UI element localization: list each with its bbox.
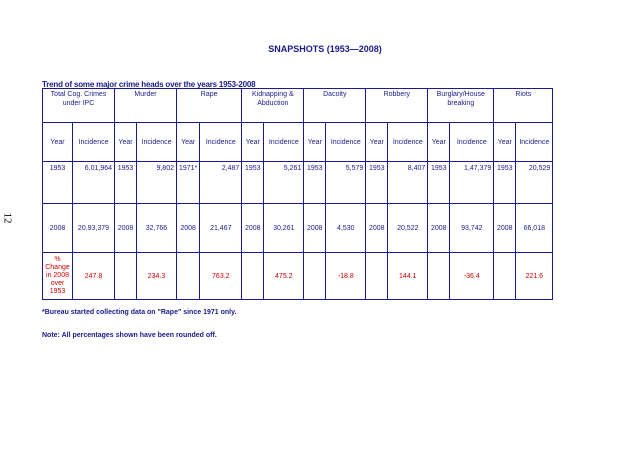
footnote: *Bureau started collecting data on "Rape" since 1971 only. [42, 309, 237, 316]
year-cell: 1953 [115, 162, 137, 204]
change-cell: 144.1 [388, 253, 428, 300]
year-header: Year [43, 123, 73, 162]
incidence-cell: 1,47,379 [450, 162, 494, 204]
year-cell: 2008 [428, 204, 450, 253]
change-cell: 234.3 [137, 253, 177, 300]
table-row-2008 [43, 204, 553, 253]
incidence-cell: 8,407 [388, 162, 428, 204]
page-number: 12 [1, 212, 14, 224]
rounding-note: Note: All percentages shown have been rounded off. [42, 332, 217, 339]
incidence-cell: 20,93,379 [73, 204, 115, 253]
category-header: Dacoity [304, 89, 366, 123]
change-cell: -18.8 [326, 253, 366, 300]
change-cell: 763.2 [200, 253, 242, 300]
change-cell: 475.2 [264, 253, 304, 300]
incidence-cell: 21,467 [200, 204, 242, 253]
year-header: Year [494, 123, 516, 162]
year-header: Year [177, 123, 200, 162]
incidence-cell: 6,01,964 [73, 162, 115, 204]
incidence-cell: 66,018 [516, 204, 553, 253]
page-title: SNAPSHOTS (1953—2008) [268, 44, 382, 54]
year-cell: 2008 [115, 204, 137, 253]
year-cell: 1953 [428, 162, 450, 204]
year-cell: 2008 [366, 204, 388, 253]
category-header: Murder [115, 89, 177, 123]
year-cell: 1953 [43, 162, 73, 204]
incidence-header: Incidence [137, 123, 177, 162]
category-header: Riots [494, 89, 553, 123]
year-cell: 1953 [366, 162, 388, 204]
incidence-cell: 20,522 [388, 204, 428, 253]
year-header: Year [428, 123, 450, 162]
incidence-cell: 4,530 [326, 204, 366, 253]
incidence-cell: 2,487 [200, 162, 242, 204]
table-row-change [43, 253, 553, 300]
crime-trend-table [42, 88, 553, 300]
year-cell: 2008 [242, 204, 264, 253]
incidence-cell: 32,766 [137, 204, 177, 253]
category-header: Robbery [366, 89, 428, 123]
year-header: Year [304, 123, 326, 162]
year-cell: 2008 [304, 204, 326, 253]
year-cell: 1953 [494, 162, 516, 204]
incidence-header: Incidence [73, 123, 115, 162]
table-subtitle: Trend of some major crime heads over the years 1953-2008 [42, 80, 256, 89]
category-header-row [43, 89, 553, 123]
change-cell: 221.6 [516, 253, 553, 300]
category-header: Rape [177, 89, 242, 123]
year-header: Year [366, 123, 388, 162]
year-cell: 2008 [494, 204, 516, 253]
change-label: % Change in 2008 over 1953 [43, 253, 73, 300]
column-header-row [43, 123, 553, 162]
incidence-header: Incidence [450, 123, 494, 162]
incidence-cell: 20,529 [516, 162, 553, 204]
year-header: Year [242, 123, 264, 162]
category-header: Burglary/House breaking [428, 89, 494, 123]
incidence-header: Incidence [388, 123, 428, 162]
year-cell: 1953 [242, 162, 264, 204]
year-cell: 2008 [43, 204, 73, 253]
incidence-header: Incidence [326, 123, 366, 162]
year-cell: 1971* [177, 162, 200, 204]
incidence-cell: 30,261 [264, 204, 304, 253]
category-header: Total Cog. Crimes under IPC [43, 89, 115, 123]
incidence-header: Incidence [516, 123, 553, 162]
incidence-cell: 93,742 [450, 204, 494, 253]
incidence-cell: 5,261 [264, 162, 304, 204]
year-cell: 1953 [304, 162, 326, 204]
incidence-cell: 5,579 [326, 162, 366, 204]
incidence-cell: 9,802 [137, 162, 177, 204]
table-row-1953 [43, 162, 553, 204]
incidence-header: Incidence [200, 123, 242, 162]
incidence-header: Incidence [264, 123, 304, 162]
change-cell: 247.8 [73, 253, 115, 300]
year-cell: 2008 [177, 204, 200, 253]
category-header: Kidnapping & Abduction [242, 89, 304, 123]
change-cell: -36.4 [450, 253, 494, 300]
year-header: Year [115, 123, 137, 162]
